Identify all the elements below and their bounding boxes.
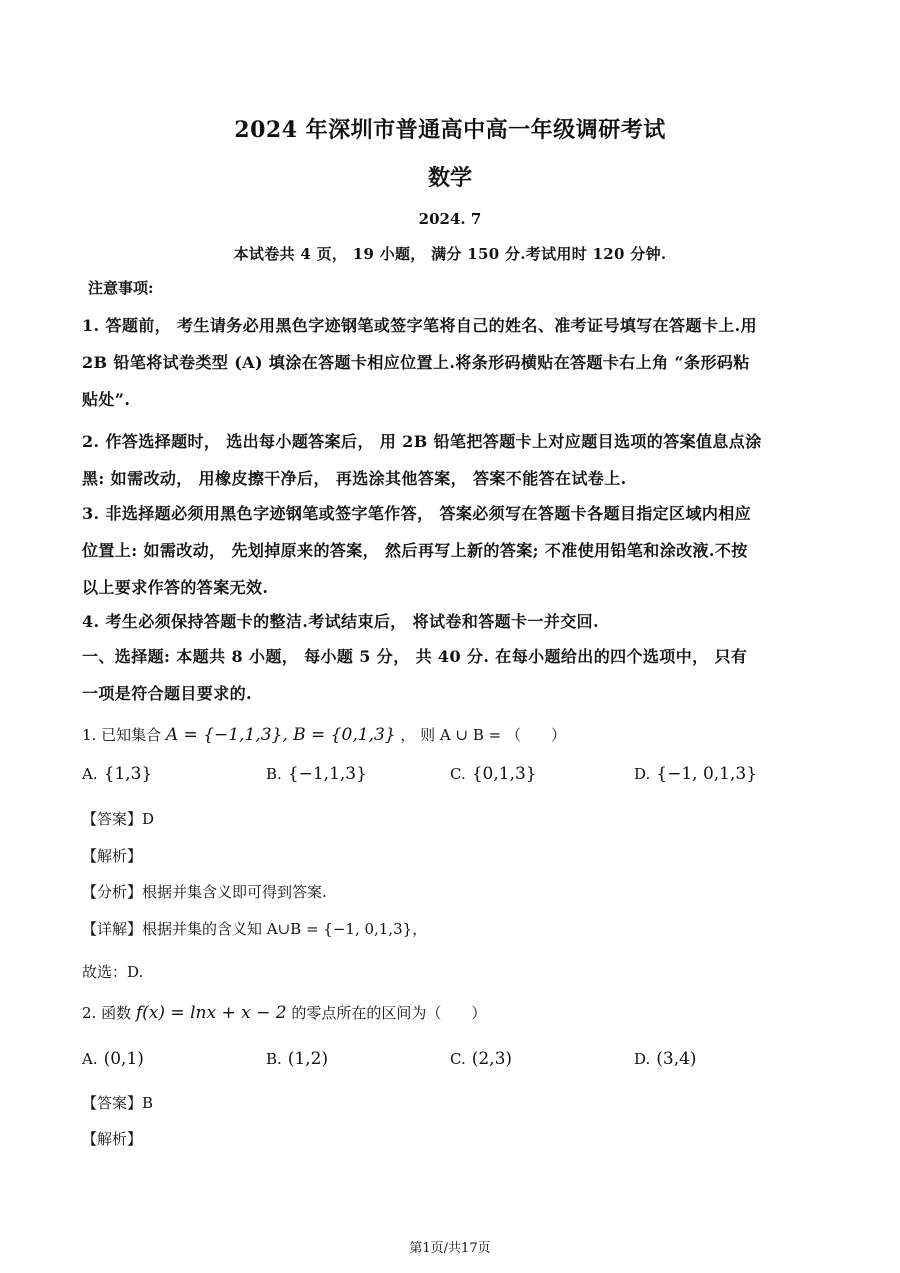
question-prefix: 2. 函数 (82, 1004, 132, 1022)
option-value: {−1,1,3} (287, 764, 367, 784)
page-title: 2024 年深圳市普通高中高一年级调研考试 (234, 117, 666, 143)
notice-item-2 (82, 423, 822, 497)
option-value: (3,4) (656, 1049, 697, 1069)
question-2 (82, 1002, 486, 1023)
option-letter: C. (450, 1050, 466, 1068)
q1-guxuan: 故选：D. (82, 963, 144, 981)
page-footer: 第1页/共17页 (409, 1241, 491, 1256)
subject-title: 数学 (427, 165, 472, 191)
q1-option-a (82, 764, 152, 784)
q2-answer: 【答案】B (82, 1094, 154, 1112)
notice-heading: 注意事项: (88, 279, 154, 297)
question-suffix: 的零点所在的区间为（ ） (291, 1004, 487, 1022)
notice-line: 2. 作答选择题时， 选出每小题答案后， 用 2B 铅笔把答题卡上对应题目选项的答案值息点涂 (82, 432, 762, 451)
notice-line: 3. 非选择题必须用黑色字迹钢笔或签字笔作答， 答案必须写在答题卡各题目指定区域内相应 (82, 504, 752, 523)
notice-line: 黑: 如需改动， 用橡皮擦干净后， 再选涂其他答案， 答案不能答在试卷上. (82, 469, 627, 488)
notice-line: 4. 考生必须保持答题卡的整洁.考试结束后， 将试卷和答题卡一并交回. (82, 612, 599, 631)
exam-info: 本试卷共 4 页， 19 小题， 满分 150 分.考试用时 120 分钟. (233, 245, 667, 263)
option-letter: C. (450, 765, 466, 783)
option-letter: A. (82, 765, 98, 783)
option-value: (2,3) (471, 1049, 513, 1069)
notice-line: 2B 铅笔将试卷类型 (A) 填涂在答题卡相应位置上.将条形码横贴在答题卡右上角 “条形码粘 (82, 353, 750, 372)
notice-item-4 (82, 603, 822, 640)
q2-option-c (450, 1049, 512, 1069)
section-line: 一、选择题: 本题共 8 小题， 每小题 5 分， 共 40 分. 在每小题给出的四个选项中， 只有 (82, 647, 748, 666)
section-line: 一项是符合题目要求的. (82, 684, 252, 703)
q2-option-d (634, 1049, 697, 1069)
q2-option-b (266, 1049, 328, 1069)
notice-line: 以上要求作答的答案无效. (82, 578, 269, 597)
option-value: (0,1) (103, 1049, 144, 1069)
option-letter: D. (634, 765, 651, 783)
exam-date: 2024. 7 (418, 210, 482, 228)
option-letter: D. (634, 1050, 651, 1068)
option-letter: B. (266, 1050, 282, 1068)
question-prefix: 1. 已知集合 (82, 726, 162, 744)
option-letter: A. (82, 1050, 98, 1068)
q1-xiangjie: 【详解】根据并集的含义知 A∪B = {−1, 0,1,3}， (82, 920, 428, 938)
notice-item-3 (82, 495, 822, 606)
q1-option-d (634, 764, 757, 784)
option-value: {1,3} (103, 764, 153, 784)
q2-analysis-label: 【解析】 (82, 1130, 143, 1148)
question-suffix: ， 则 A ∪ B = （ ） (400, 726, 566, 744)
q1-option-c (450, 764, 537, 784)
option-value: {−1, 0,1,3} (656, 764, 758, 784)
question-formula: f(x) = lnx + x − 2 (135, 1003, 287, 1023)
question-formula: A = {−1,1,3}, B = {0,1,3} (165, 725, 396, 745)
q1-fenxi: 【分析】根据并集含义即可得到答案. (82, 883, 327, 901)
notice-line: 贴处”. (82, 390, 131, 409)
q2-option-a (82, 1049, 144, 1069)
q1-answer: 【答案】D (82, 810, 155, 828)
notice-line: 位置上: 如需改动， 先划掉原来的答案， 然后再写上新的答案; 不准使用铅笔和涂改液.不按 (82, 541, 748, 560)
q1-option-b (266, 764, 367, 784)
option-letter: B. (266, 765, 282, 783)
section-heading (82, 638, 822, 712)
question-1 (82, 724, 566, 745)
notice-line: 1. 答题前， 考生请务必用黑色字迹钢笔或签字笔将自己的姓名、准考证号填写在答题卡上.用 (82, 316, 758, 335)
q1-analysis-label: 【解析】 (82, 847, 143, 865)
option-value: {0,1,3} (471, 764, 537, 784)
notice-item-1 (82, 307, 822, 418)
option-value: (1,2) (287, 1049, 329, 1069)
